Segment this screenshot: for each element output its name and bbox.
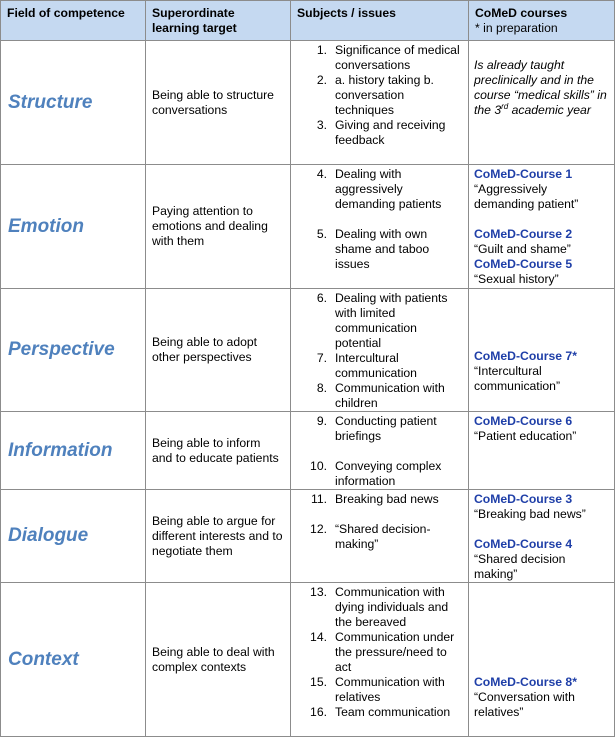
- course-title: “Shared decision making”: [474, 552, 566, 581]
- subject-number: 3.: [316, 118, 327, 132]
- courses-cell: [469, 165, 615, 289]
- course-title: “Guilt and shame”: [474, 242, 571, 256]
- table-row-perspective: [1, 289, 615, 412]
- subject-text: a. history taking b. conversation techniques: [335, 73, 434, 117]
- list-item: [291, 381, 464, 411]
- list-item: [291, 291, 464, 351]
- course-title: “Intercultural communication”: [474, 364, 561, 393]
- subject-text: Breaking bad news: [335, 492, 439, 506]
- table-row-context: [1, 583, 615, 737]
- subject-number: 1.: [316, 43, 327, 57]
- list-item: [291, 118, 464, 148]
- course-name: CoMeD-Course 8*: [474, 675, 577, 689]
- subject-number: 16.: [310, 705, 327, 719]
- header-field: Field of competence: [1, 1, 146, 41]
- subject-number: 13.: [310, 585, 327, 599]
- field-cell: [1, 490, 146, 583]
- header-subjects: Subjects / issues: [291, 1, 469, 41]
- course-name: CoMeD-Course 4: [474, 537, 573, 551]
- subject-text: Dealing with own shame and taboo issues: [335, 227, 430, 271]
- subject-number: 7.: [316, 351, 327, 365]
- list-item: [291, 522, 464, 552]
- table-row-structure: [1, 41, 615, 165]
- courses-cell: [469, 41, 615, 165]
- table-row-emotion: [1, 165, 615, 289]
- course-title: “Patient education”: [474, 429, 577, 443]
- course-note: [474, 58, 609, 118]
- courses-cell: [469, 289, 615, 412]
- header-target: Superordinate learning target: [146, 1, 291, 41]
- subject-text: “Shared decision-making”: [335, 522, 431, 551]
- course-name: CoMeD-Course 7*: [474, 349, 577, 363]
- course-name: CoMeD-Course 6: [474, 414, 573, 428]
- subject-text: Communication with relatives: [335, 675, 445, 704]
- course-name: CoMeD-Course 3: [474, 492, 573, 506]
- field-cell: [1, 41, 146, 165]
- field-cell: [1, 583, 146, 737]
- course-name: CoMeD-Course 1: [474, 167, 573, 181]
- list-item: [291, 414, 464, 444]
- subject-number: 4.: [316, 167, 327, 181]
- subject-text: Conducting patient briefings: [335, 414, 437, 443]
- subject-number: 9.: [316, 414, 327, 428]
- field-cell: [1, 412, 146, 490]
- table-row-dialogue: [1, 490, 615, 583]
- target-cell: Being able to deal with complex contexts: [146, 583, 291, 737]
- subject-text: Dealing with aggressively demanding patients: [335, 167, 442, 211]
- course-name: CoMeD-Course 2: [474, 227, 573, 241]
- list-item: [291, 675, 464, 705]
- subject-number: 11.: [310, 492, 327, 506]
- subject-text: Giving and receiving feedback: [335, 118, 446, 147]
- subject-number: 2.: [316, 73, 327, 87]
- subjects-cell: [291, 165, 469, 289]
- list-item: [291, 705, 464, 720]
- subject-text: Significance of medical conversations: [335, 43, 460, 72]
- courses-cell: [469, 583, 615, 737]
- subject-text: Dealing with patients with limited communication potential: [335, 291, 448, 350]
- course-title: “Sexual history”: [474, 272, 559, 286]
- target-cell: Being able to structure conversations: [146, 41, 291, 165]
- subject-text: Communication with dying individuals and the bereaved: [335, 585, 449, 629]
- field-cell: [1, 165, 146, 289]
- course-note-sup: rd: [501, 101, 509, 111]
- list-item: [291, 351, 464, 381]
- subject-text: Intercultural communication: [335, 351, 417, 380]
- course-note-text: Is already taught preclinically and in the course “medical skills” in the 3: [474, 58, 607, 117]
- subject-text: Team communication: [335, 705, 451, 719]
- list-item: [291, 585, 464, 630]
- field-name: Context: [8, 648, 79, 670]
- subject-text: Communication under the pressure/need to act: [335, 630, 455, 674]
- field-name: Information: [8, 439, 113, 461]
- field-name: Structure: [8, 91, 93, 113]
- course-title: “Conversation with relatives”: [474, 690, 575, 719]
- header-courses-note: * in preparation: [475, 21, 558, 35]
- header-courses-label: CoMeD courses: [475, 6, 568, 20]
- course-note-tail: academic year: [508, 103, 591, 117]
- subject-number: 6.: [316, 291, 327, 305]
- subjects-cell: [291, 41, 469, 165]
- list-item: [291, 459, 464, 489]
- target-cell: Being able to adopt other perspectives: [146, 289, 291, 412]
- field-name: Dialogue: [8, 525, 89, 546]
- table-row-information: [1, 412, 615, 490]
- header-courses: [469, 1, 615, 41]
- field-name: Perspective: [8, 339, 115, 360]
- target-cell: Being able to inform and to educate patients: [146, 412, 291, 490]
- subject-number: 12.: [310, 522, 327, 536]
- courses-cell: [469, 412, 615, 490]
- field-cell: [1, 289, 146, 412]
- subject-number: 14.: [310, 630, 327, 644]
- list-item: [291, 73, 464, 118]
- subjects-cell: [291, 289, 469, 412]
- subject-number: 5.: [316, 227, 327, 241]
- header-row: [1, 1, 615, 41]
- subject-number: 10.: [310, 459, 327, 473]
- target-cell: Being able to argue for different interests and to negotiate them: [146, 490, 291, 583]
- courses-cell: [469, 490, 615, 583]
- subjects-cell: [291, 583, 469, 737]
- course-title: “Aggressively demanding patient”: [474, 182, 579, 211]
- subjects-cell: [291, 412, 469, 490]
- course-title: “Breaking bad news”: [474, 507, 586, 521]
- course-name: CoMeD-Course 5: [474, 257, 573, 271]
- subject-number: 8.: [316, 381, 327, 395]
- subject-text: Conveying complex information: [335, 459, 442, 488]
- target-cell: Paying attention to emotions and dealing with them: [146, 165, 291, 289]
- list-item: [291, 630, 464, 675]
- list-item: [291, 43, 464, 73]
- list-item: [291, 227, 464, 272]
- subjects-cell: [291, 490, 469, 583]
- subject-text: Communication with children: [335, 381, 445, 410]
- list-item: [291, 492, 464, 507]
- subject-number: 15.: [310, 675, 327, 689]
- field-name: Emotion: [8, 215, 84, 237]
- list-item: [291, 167, 464, 212]
